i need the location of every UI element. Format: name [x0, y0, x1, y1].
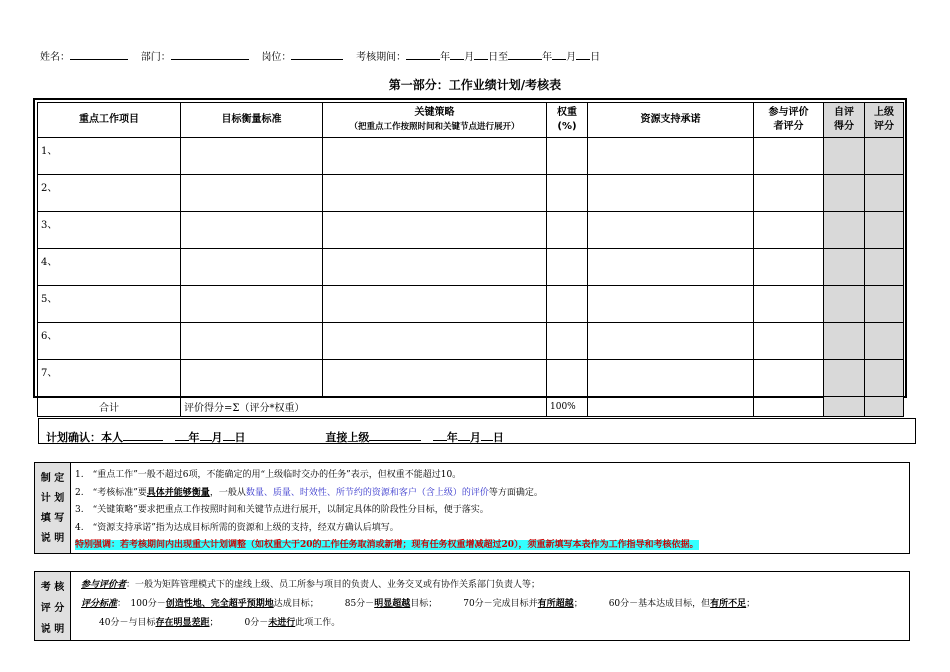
end-day-field[interactable]: [576, 49, 590, 60]
position-field[interactable]: [291, 49, 343, 60]
col-participant-score: 参与评价 者评分: [754, 103, 824, 138]
table-row: [38, 249, 904, 286]
year-label: 年: [542, 52, 553, 63]
start-month-field[interactable]: [450, 49, 464, 60]
row-number[interactable]: 1、: [38, 138, 181, 175]
scoring-criteria: 评分标准： 100分－创造性地、完全超乎预期地达成目标； 85分－明显超越目标； 70分－完成目标并有所超越； 60分－基本达成目标，但有所不足；: [81, 599, 756, 609]
col-target-standard: 目标衡量标准: [181, 103, 323, 138]
supervisor-sign-field[interactable]: [369, 429, 421, 441]
end-year-field[interactable]: [508, 49, 542, 60]
period-label: 考核期间：: [356, 52, 407, 63]
table-row: [38, 212, 904, 249]
performance-table: [37, 102, 904, 417]
col-self-score: 自评 得分: [824, 103, 865, 138]
name-label: 姓名：: [40, 52, 70, 63]
end-month-field[interactable]: [552, 49, 566, 60]
row-number[interactable]: 4、: [38, 249, 181, 286]
col-weight: 权重 (%): [547, 103, 588, 138]
year-label: 年: [440, 52, 451, 63]
row-number[interactable]: 6、: [38, 323, 181, 360]
row-number[interactable]: 3、: [38, 212, 181, 249]
row-number[interactable]: 5、: [38, 286, 181, 323]
participant-description: 参与评价者：一般为矩阵管理模式下的虚线上级、员工所参与项目的负责人、业务交叉或有协作关系部门负责人等；: [81, 580, 541, 590]
start-day-field[interactable]: [474, 49, 488, 60]
assessment-side-label: 考 核 评 分 说 明: [35, 572, 71, 640]
month-label: 月: [566, 52, 577, 63]
planning-instructions: [34, 462, 910, 554]
instruction-4: 4. “资源支持承诺”指为达成目标所需的资源和上级的支持，经双方确认后填写。: [75, 522, 399, 533]
day-label: 日: [590, 52, 601, 63]
total-row: [38, 397, 904, 417]
row-number[interactable]: 2、: [38, 175, 181, 212]
table-header-row: [38, 103, 904, 138]
day-to-label: 日至: [488, 52, 509, 63]
instructions-side-label: 制 定 计 划 填 写 说 明: [35, 463, 71, 553]
month-label: 月: [464, 52, 475, 63]
col-supervisor-score: 上级 评分: [865, 103, 904, 138]
table-row: [38, 360, 904, 397]
total-weight: 100%: [547, 397, 588, 417]
start-year-field[interactable]: [406, 49, 440, 60]
page-title: 第一部分：工作业绩计划/考核表: [388, 78, 562, 92]
table-row: [38, 323, 904, 360]
instruction-3: 3. “关键策略”要求把重点工作按照时间和关键节点进行展开，以制定具体的阶段性分目标，便于落实。: [75, 505, 489, 515]
instruction-2: 2. “考核标准”要具体并能够衡量，一般从数量、质量、时效性、所节约的资源和客户（含上级）的评价等方面确定。: [75, 487, 543, 498]
dept-label: 部门：: [140, 52, 171, 63]
plan-confirmation: 计划确认：本人 年 月 日 直接上级 年 月 日: [38, 418, 916, 444]
table-row: [38, 175, 904, 212]
header-line: [40, 48, 600, 63]
row-number[interactable]: 7、: [38, 360, 181, 397]
confirm-supervisor-label: 直接上级: [325, 431, 370, 444]
confirm-self-label: 计划确认：本人: [46, 431, 123, 444]
score-formula: 评价得分=Σ（评分*权重）: [181, 397, 547, 417]
self-sign-field[interactable]: [123, 429, 163, 441]
scoring-criteria-continued: 40分－与目标存在明显差距； 0分－未进行此项工作。: [99, 618, 341, 628]
name-field[interactable]: [70, 49, 128, 60]
assessment-instructions: [34, 571, 910, 641]
total-label: 合计: [38, 397, 181, 417]
col-resource-support: 资源支持承诺: [588, 103, 754, 138]
table-row: [38, 138, 904, 175]
dept-field[interactable]: [171, 49, 249, 60]
instruction-1: 1. “重点工作”一般不超过6项，不能确定的用“上级临时交办的任务”表示，但权重不能超过10。: [75, 470, 462, 480]
col-key-work: 重点工作项目: [38, 103, 181, 138]
table-row: [38, 286, 904, 323]
position-label: 岗位：: [261, 52, 292, 63]
col-key-strategy: 关键策略 （把重点工作按照时间和关键节点进行展开）: [323, 103, 547, 138]
special-emphasis: 特别强调：若考核期间内出现重大计划调整（如权重大于20的工作任务取消或新增；现有任务权重增减超过20），须重新填写本表作为工作指导和考核依据。: [75, 540, 699, 550]
